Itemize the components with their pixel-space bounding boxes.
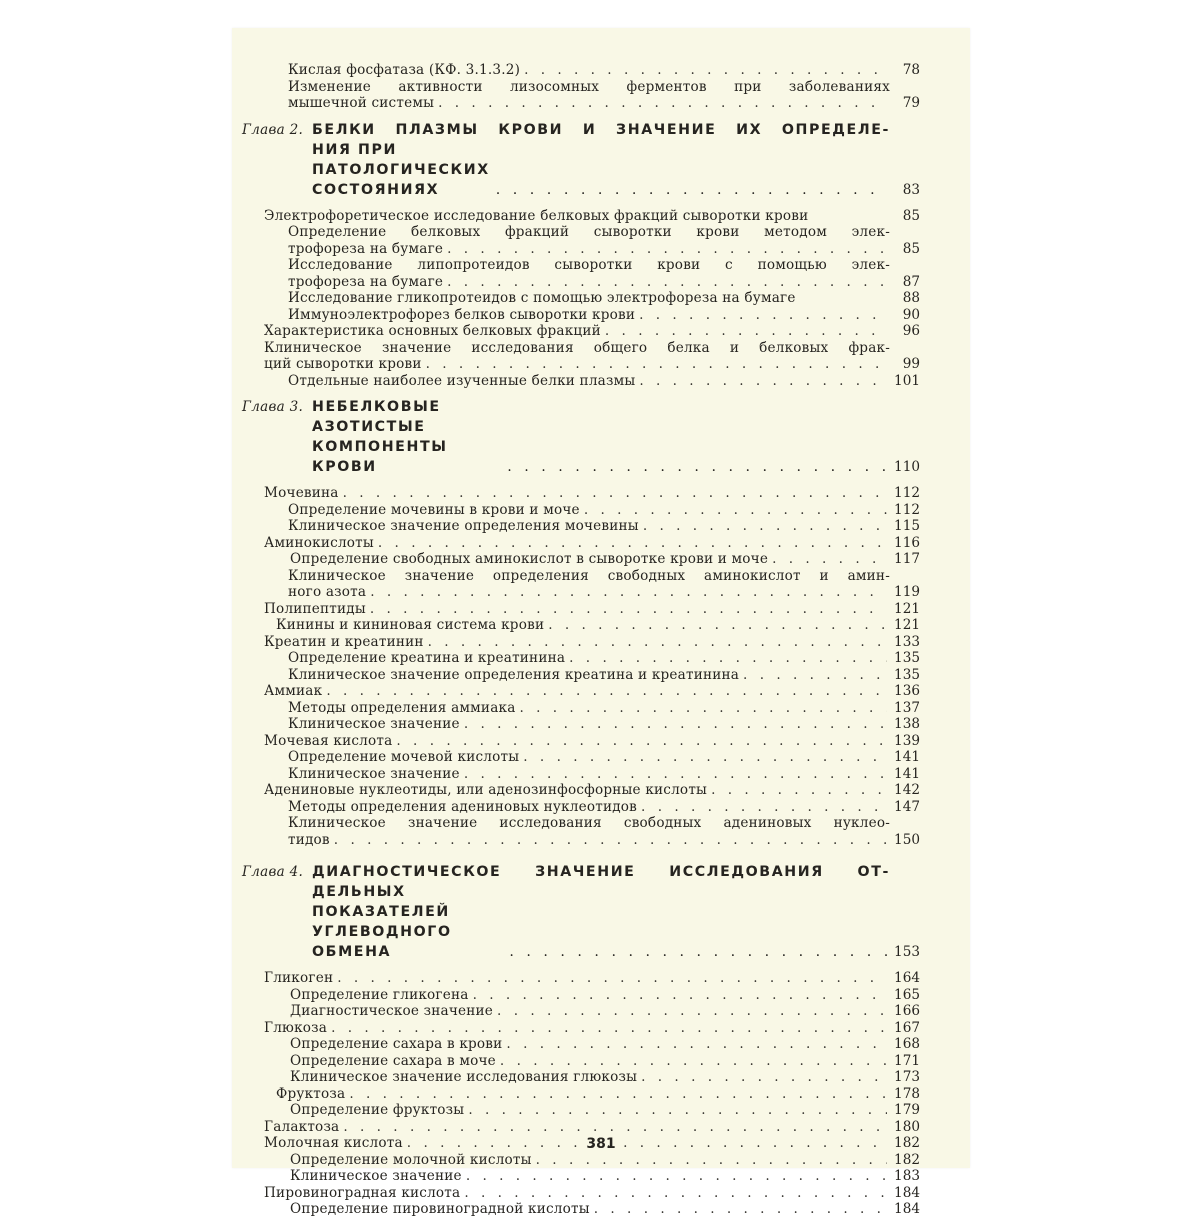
toc-entry-text: Определение молочной кислоты bbox=[290, 1151, 532, 1168]
toc-entry-text: Определение гликогена bbox=[290, 986, 469, 1003]
page-number: 180 bbox=[894, 1118, 920, 1135]
toc-entry-text: Гликоген bbox=[264, 970, 334, 986]
toc-entry bbox=[242, 224, 920, 257]
toc-entry-text: Определение мочевины в крови и моче bbox=[288, 501, 580, 518]
dot-leader bbox=[639, 307, 887, 324]
book-page bbox=[232, 28, 970, 1217]
toc-entry-text: Полипептиды bbox=[264, 600, 366, 617]
page-number: 142 bbox=[894, 782, 920, 798]
page-number: 101 bbox=[894, 372, 920, 389]
chapter-2-heading bbox=[242, 120, 920, 200]
table-of-contents bbox=[242, 62, 920, 1218]
dot-leader bbox=[643, 518, 887, 535]
chapter-4-heading bbox=[242, 862, 920, 962]
toc-entry bbox=[242, 666, 920, 684]
toc-entry-text-line2: трофореза на бумаге bbox=[288, 273, 444, 290]
dot-leader bbox=[584, 502, 887, 519]
toc-entry-text-line2: мышечной системы bbox=[288, 95, 435, 111]
page-number: 184 bbox=[894, 1184, 920, 1201]
page-number: 96 bbox=[902, 323, 920, 339]
page-number: 137 bbox=[894, 699, 920, 716]
dot-leader bbox=[428, 634, 887, 651]
dot-leader bbox=[473, 987, 887, 1004]
toc-entry-text: Определение свободных аминокислот в сыворотке крови и моче bbox=[290, 551, 769, 567]
chapter-title-line1: БЕЛКИ ПЛАЗМЫ КРОВИ И ЗНАЧЕНИЕ ИХ ОПРЕДЕЛЕ- bbox=[312, 121, 890, 138]
page-number: 135 bbox=[894, 650, 920, 666]
dot-leader bbox=[497, 1003, 887, 1020]
toc-entry bbox=[242, 986, 920, 1004]
toc-entry-text: Определение сахара в крови bbox=[290, 1036, 503, 1052]
chapter-label: Глава 3. bbox=[242, 399, 304, 415]
toc-entry-text: Глюкоза bbox=[264, 1019, 328, 1036]
toc-entry-text: Креатин и креатинин bbox=[264, 633, 424, 650]
page-number: 139 bbox=[894, 732, 920, 749]
toc-entry-text: Клиническое значение bbox=[288, 765, 460, 782]
toc-entry-text: Отдельные наиболее изученные белки плазмы bbox=[288, 372, 636, 389]
page-number: 173 bbox=[894, 1069, 920, 1085]
dot-leader bbox=[711, 782, 887, 799]
page-number: 83 bbox=[902, 181, 920, 198]
page-number: 85 bbox=[902, 240, 920, 257]
dot-leader bbox=[569, 650, 887, 667]
dot-leader bbox=[464, 1185, 887, 1202]
toc-entry-text: Галактоза bbox=[264, 1118, 340, 1135]
toc-entry-text-line2: трофореза на бумаге bbox=[288, 240, 444, 257]
dot-leader bbox=[331, 1020, 887, 1037]
toc-entry-text-line2: ного азота bbox=[288, 584, 367, 600]
dot-leader bbox=[396, 733, 887, 750]
toc-entry-text: Клиническое значение определения креатина и креатинина bbox=[288, 666, 740, 683]
toc-entry bbox=[242, 501, 920, 519]
toc-entry-text: Определение мочевой кислоты bbox=[288, 749, 520, 765]
toc-entry bbox=[242, 257, 920, 290]
chapter-title: НЕБЕЛКОВЫЕ АЗОТИСТЫЕ КОМПОНЕНТЫ КРОВИ bbox=[312, 399, 448, 475]
page-number: 183 bbox=[894, 1168, 920, 1184]
page-number: 141 bbox=[894, 765, 920, 782]
toc-entry-text: Фруктоза bbox=[276, 1085, 346, 1102]
page-number: 168 bbox=[894, 1036, 920, 1052]
page-number: 182 bbox=[894, 1135, 920, 1151]
toc-entry bbox=[242, 1085, 920, 1103]
page-number: 78 bbox=[902, 62, 920, 78]
toc-entry bbox=[242, 798, 920, 816]
page-number: 135 bbox=[894, 666, 920, 683]
toc-entry bbox=[242, 567, 920, 601]
toc-entry bbox=[242, 683, 920, 700]
toc-entry bbox=[242, 970, 920, 987]
toc-entry bbox=[242, 306, 920, 324]
toc-entry-text-line1: Изменение активности лизосомных ферментов при заболеваниях bbox=[288, 78, 890, 95]
page-number: 79 bbox=[902, 95, 920, 111]
page-number: 179 bbox=[894, 1102, 920, 1118]
toc-entry bbox=[242, 1102, 920, 1119]
page-number: 110 bbox=[894, 459, 920, 475]
toc-entry-text: Аминокислоты bbox=[264, 534, 374, 551]
toc-entry-text: Клиническое значение определения мочевины bbox=[288, 518, 639, 534]
toc-entry-text: Методы определения аммиака bbox=[288, 699, 516, 716]
toc-entry-text-line2: тидов bbox=[288, 831, 330, 848]
dot-leader bbox=[426, 356, 887, 373]
dot-leader bbox=[507, 457, 887, 477]
toc-entry-text-line2: ций сыворотки крови bbox=[264, 356, 422, 372]
toc-entry bbox=[242, 633, 920, 651]
page-number: 164 bbox=[894, 970, 920, 986]
dot-leader bbox=[641, 799, 887, 816]
page-number: 171 bbox=[894, 1052, 920, 1069]
toc-entry-text: Мочевая кислота bbox=[264, 732, 393, 749]
toc-entry bbox=[242, 534, 920, 552]
toc-entry bbox=[242, 1019, 920, 1037]
dot-leader bbox=[326, 683, 887, 700]
dot-leader bbox=[334, 832, 887, 849]
toc-entry bbox=[242, 485, 920, 502]
toc-entry-text-line1: Определение белковых фракций сыворотки крови методом элек- bbox=[288, 224, 890, 240]
dot-leader bbox=[548, 617, 887, 634]
dot-leader bbox=[438, 95, 887, 112]
toc-entry-text-line1: Клиническое значение исследования свободных адениновых нуклео- bbox=[288, 815, 890, 831]
toc-entry bbox=[242, 323, 920, 340]
page-number: 150 bbox=[894, 831, 920, 848]
toc-entry-text: Кислая фосфатаза (КФ. 3.1.3.2) bbox=[288, 62, 521, 78]
dot-leader bbox=[464, 716, 887, 733]
page-number: 136 bbox=[894, 683, 920, 699]
toc-entry bbox=[242, 765, 920, 783]
page-number: 166 bbox=[894, 1003, 920, 1019]
toc-entry bbox=[242, 518, 920, 535]
dot-leader bbox=[378, 535, 887, 552]
chapter-title-line2: НИЯ ПРИ ПАТОЛОГИЧЕСКИХ СОСТОЯНИЯХ bbox=[312, 141, 490, 198]
toc-entry bbox=[242, 207, 920, 225]
toc-entry bbox=[242, 1003, 920, 1020]
chapter-label: Глава 4. bbox=[242, 864, 304, 880]
toc-entry-text: Исследование гликопротеидов с помощью электрофореза на бумаге bbox=[288, 290, 796, 306]
page-number: 184 bbox=[894, 1201, 920, 1217]
dot-leader bbox=[506, 1036, 887, 1053]
toc-entry-text: Определение пировиноградной кислоты bbox=[290, 1201, 590, 1217]
toc-entry-text: Методы определения адениновых нуклеотидов bbox=[288, 798, 638, 815]
chapter-title-line1: ДИАГНОСТИЧЕСКОЕ ЗНАЧЕНИЕ ИССЛЕДОВАНИЯ ОТ- bbox=[312, 864, 890, 880]
dot-leader bbox=[464, 766, 887, 783]
toc-entry bbox=[242, 699, 920, 717]
toc-entry bbox=[242, 716, 920, 733]
page-number: 116 bbox=[894, 534, 920, 551]
toc-entry-text-line1: Исследование липопротеидов сыворотки крови с помощью элек- bbox=[288, 257, 890, 273]
toc-entry bbox=[242, 617, 920, 634]
toc-entry-text: Иммуноэлектрофорез белков сыворотки крови bbox=[288, 306, 636, 323]
toc-entry bbox=[242, 1168, 920, 1185]
page-number: 147 bbox=[894, 798, 920, 815]
toc-entry bbox=[242, 1201, 920, 1218]
toc-entry bbox=[242, 1036, 920, 1053]
toc-entry-text: Мочевина bbox=[264, 485, 339, 501]
dot-leader bbox=[370, 601, 887, 618]
toc-entry bbox=[242, 372, 920, 390]
toc-entry bbox=[242, 815, 920, 848]
page-folio-number: 381 bbox=[586, 1136, 616, 1152]
toc-entry-text: Определение креатина и креатинина bbox=[288, 650, 566, 666]
page-number: 182 bbox=[894, 1151, 920, 1168]
page-number: 87 bbox=[902, 273, 920, 290]
toc-entry bbox=[242, 339, 920, 373]
page-number: 138 bbox=[894, 716, 920, 732]
toc-entry bbox=[242, 749, 920, 766]
page-number: 99 bbox=[902, 356, 920, 372]
page-number: 165 bbox=[894, 986, 920, 1003]
toc-entry bbox=[242, 551, 920, 568]
dot-leader bbox=[500, 1053, 887, 1070]
dot-leader bbox=[343, 485, 887, 502]
dot-leader bbox=[536, 1152, 887, 1169]
toc-entry bbox=[242, 1151, 920, 1169]
dot-leader bbox=[447, 241, 887, 258]
page-number: 85 bbox=[902, 207, 920, 224]
dot-leader bbox=[594, 1201, 887, 1218]
dot-leader bbox=[343, 1119, 887, 1136]
toc-entry-text: Характеристика основных белковых фракций bbox=[264, 323, 601, 339]
toc-entry-text-line1: Клиническое значение определения свободных аминокислот и амин- bbox=[288, 567, 890, 584]
toc-entry bbox=[242, 1118, 920, 1136]
toc-entry-text: Молочная кислота bbox=[264, 1135, 403, 1151]
toc-entry-text: Адениновые нуклеотиды, или аденозинфосфорные кислоты bbox=[264, 782, 708, 798]
chapter-label: Глава 2. bbox=[242, 121, 304, 138]
dot-leader bbox=[370, 584, 887, 601]
toc-entry-text: Кинины и кининовая система крови bbox=[276, 617, 545, 633]
page-number: 141 bbox=[894, 749, 920, 765]
page-number: 117 bbox=[894, 551, 920, 567]
toc-entry bbox=[242, 1184, 920, 1202]
toc-entry-text: Диагностическое значение bbox=[290, 1003, 494, 1019]
dot-leader bbox=[337, 970, 887, 987]
dot-leader bbox=[605, 323, 887, 340]
page-number: 119 bbox=[894, 584, 920, 600]
dot-leader bbox=[639, 373, 887, 390]
page-number: 153 bbox=[894, 944, 920, 960]
toc-entry-text: Определение фруктозы bbox=[290, 1102, 465, 1118]
toc-entry-text: Пировиноградная кислота bbox=[264, 1184, 461, 1201]
page-number: 88 bbox=[902, 290, 920, 306]
toc-entry bbox=[242, 1052, 920, 1070]
page-number: 167 bbox=[894, 1019, 920, 1036]
page-number: 121 bbox=[894, 600, 920, 617]
toc-entry-text: Клиническое значение исследования глюкозы bbox=[290, 1069, 638, 1085]
toc-entry bbox=[242, 732, 920, 750]
toc-entry bbox=[242, 600, 920, 618]
toc-entry-text: Электрофоретическое исследование белковых фракций сыворотки крови bbox=[264, 207, 809, 224]
dot-leader bbox=[509, 942, 887, 962]
toc-entry bbox=[242, 1069, 920, 1086]
toc-entry-text-line1: Клиническое значение исследования общего белка и белковых фрак- bbox=[264, 339, 890, 356]
dot-leader bbox=[466, 1168, 887, 1185]
toc-entry-text: Клиническое значение bbox=[290, 1168, 462, 1184]
page-number: 121 bbox=[894, 617, 920, 633]
page-number: 133 bbox=[894, 633, 920, 650]
page-number: 178 bbox=[894, 1085, 920, 1102]
dot-leader bbox=[743, 667, 887, 684]
dot-leader bbox=[496, 180, 887, 200]
toc-entry bbox=[242, 782, 920, 799]
toc-entry-text: Клиническое значение bbox=[288, 716, 460, 732]
dot-leader bbox=[523, 749, 887, 766]
dot-leader bbox=[524, 62, 887, 79]
page-number: 112 bbox=[894, 485, 920, 501]
dot-leader bbox=[520, 700, 888, 717]
dot-leader bbox=[349, 1086, 887, 1103]
toc-entry-text: Аммиак bbox=[264, 683, 323, 699]
chapter-title-line2: ДЕЛЬНЫХ ПОКАЗАТЕЛЕЙ УГЛЕВОДНОГО ОБМЕНА bbox=[312, 884, 452, 960]
toc-entry bbox=[242, 650, 920, 667]
dot-leader bbox=[468, 1102, 887, 1119]
dot-leader bbox=[447, 274, 887, 291]
toc-entry bbox=[242, 62, 920, 79]
toc-entry bbox=[242, 78, 920, 112]
dot-leader bbox=[641, 1069, 887, 1086]
page-number: 90 bbox=[902, 306, 920, 323]
dot-leader bbox=[772, 551, 887, 568]
chapter-3-heading bbox=[242, 397, 920, 477]
toc-entry-text: Определение сахара в моче bbox=[290, 1052, 496, 1069]
page-number: 115 bbox=[894, 518, 920, 534]
toc-entry bbox=[242, 290, 920, 307]
page-number: 112 bbox=[894, 501, 920, 518]
